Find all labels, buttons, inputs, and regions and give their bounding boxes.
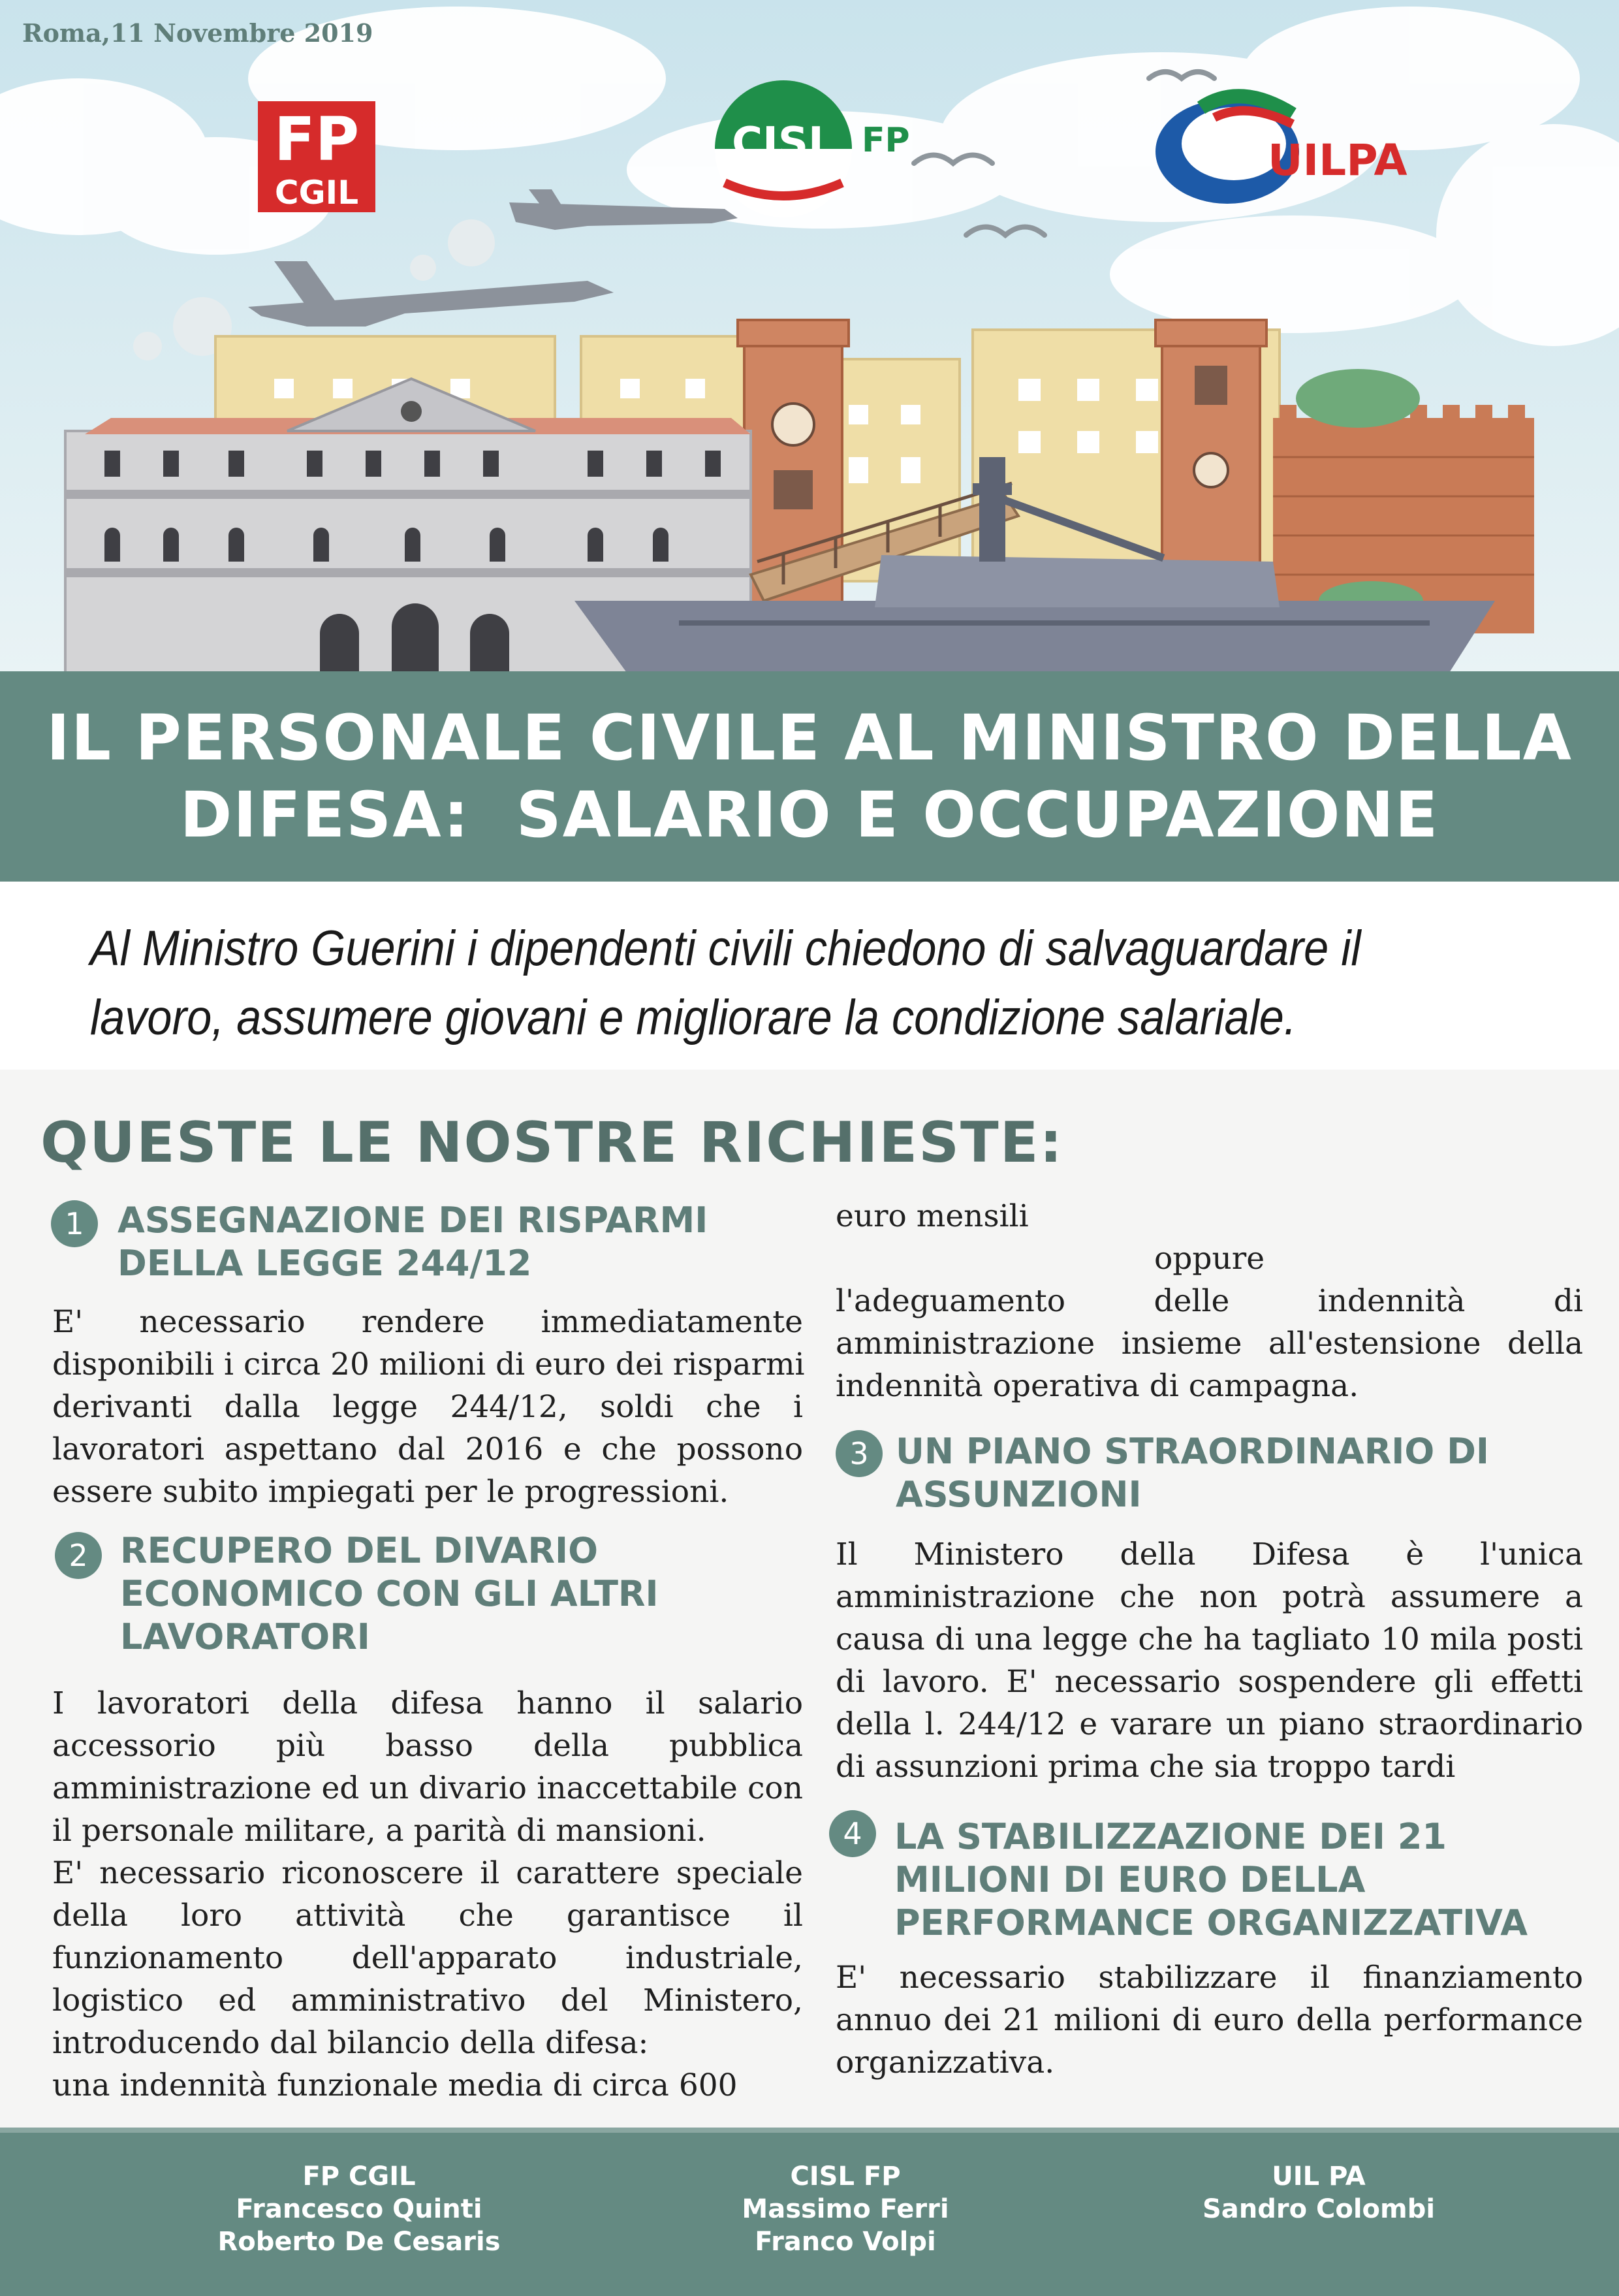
item-heading-line: DELLA LEGGE 244/12: [118, 1243, 532, 1284]
subtitle-section: [0, 882, 1619, 1070]
signature-name: Franco Volpi: [755, 2227, 936, 2257]
signature-cisl-fp: [617, 2160, 1074, 2258]
signature-fp-cgil: [131, 2160, 588, 2258]
body-line: una indennità funzionale media di circa 600: [52, 2067, 738, 2103]
body-line: funzionamento dell'apparato industriale,: [52, 1940, 803, 1976]
signature-name: Roberto De Cesaris: [217, 2227, 501, 2257]
body-line: causa di una legge che ha tagliato 10 mila posti: [836, 1621, 1583, 1657]
signature-name: Francesco Quinti: [236, 2194, 482, 2224]
item-heading-line: ECONOMICO CON GLI ALTRI: [120, 1573, 659, 1614]
body-line: lavoratori aspettano dal 2016 e che possono: [52, 1431, 803, 1467]
signature-name: Massimo Ferri: [742, 2194, 949, 2224]
body-line: della l. 244/12 e varare un piano straordinario: [836, 1706, 1583, 1742]
body-line: logistico ed amministrativo del Ministero,: [52, 1983, 803, 2018]
body-line: annuo dei 21 milioni di euro della performance: [836, 2002, 1583, 2038]
svg-text:CGIL: CGIL: [274, 174, 359, 212]
document-date: Roma,11 Novembre 2019: [22, 18, 373, 48]
body-line: indennità operativa di campagna.: [836, 1368, 1359, 1404]
body-line: euro mensili: [836, 1198, 1029, 1234]
body-line: della loro attività che garantisce il: [52, 1898, 803, 1934]
item-body: [836, 1533, 1583, 1788]
title-banner: [0, 671, 1619, 882]
subtitle: [90, 914, 1418, 1053]
item-heading-line: ASSEGNAZIONE DEI RISPARMI: [118, 1200, 708, 1241]
subtitle-line: lavoro, assumere giovani e migliorare la condizione salariale.: [90, 990, 1297, 1045]
item-number-badge: 3: [836, 1430, 883, 1477]
body-line: accessorio più basso della pubblica: [52, 1728, 803, 1764]
body-line: di lavoro. E' necessario sospendere gli effetti: [836, 1664, 1583, 1700]
body-line: il personale militare, a parità di mansioni.: [52, 1813, 706, 1849]
item-body-continued: [836, 1195, 1583, 1407]
body-line: I lavoratori della difesa hanno il salario: [52, 1685, 803, 1721]
body-line: E' necessario stabilizzare il finanziamento: [836, 1960, 1583, 1996]
signature-org: UIL PA: [1272, 2161, 1366, 2192]
item-heading-line: LAVORATORI: [120, 1616, 370, 1657]
title-line-1: IL PERSONALE CIVILE AL MINISTRO DELLA: [46, 701, 1573, 774]
body-line: organizzativa.: [836, 2045, 1055, 2081]
item-heading: [120, 1529, 659, 1659]
item-heading: [894, 1815, 1528, 1945]
signature-org: FP CGIL: [302, 2161, 416, 2192]
item-body: [52, 1682, 803, 2107]
signature-org: CISL FP: [790, 2161, 901, 2192]
item-number-badge: 4: [829, 1810, 876, 1857]
body-line: amministrazione ed un divario inaccettabile con: [52, 1770, 803, 1806]
body-line: oppure: [1154, 1241, 1265, 1277]
body-line: amministrazione che non potrà assumere a: [836, 1579, 1583, 1615]
svg-text:CISL: CISL: [732, 119, 835, 167]
svg-text:FP: FP: [862, 121, 910, 160]
section-title: QUESTE LE NOSTRE RICHIESTE:: [40, 1110, 1063, 1175]
item-heading-line: RECUPERO DEL DIVARIO: [120, 1530, 599, 1571]
body-line: derivanti dalla legge 244/12, soldi che i: [52, 1389, 803, 1425]
item-body: [836, 1956, 1583, 2084]
item-number-badge: 1: [51, 1200, 98, 1247]
svg-text:UILPA: UILPA: [1268, 135, 1407, 185]
item-heading: [118, 1199, 708, 1285]
body-line: l'adeguamento delle indennità di: [836, 1283, 1583, 1319]
subtitle-line: Al Ministro Guerini i dipendenti civili chiedono di salvaguardare il: [90, 921, 1361, 976]
body-line: disponibili i circa 20 milioni di euro dei risparmi: [52, 1347, 805, 1382]
title-line-2: DIFESA: SALARIO E OCCUPAZIONE: [180, 778, 1439, 852]
item-number-badge: 2: [55, 1532, 102, 1579]
item-body: [52, 1301, 803, 1513]
item-heading-line: PERFORMANCE ORGANIZZATIVA: [894, 1902, 1528, 1943]
signature-name: Sandro Colombi: [1202, 2194, 1436, 2224]
body-line: introducendo dal bilancio della difesa:: [52, 2025, 649, 2061]
item-heading-line: LA STABILIZZAZIONE DEI 21: [894, 1816, 1447, 1857]
svg-text:FP: FP: [274, 104, 360, 174]
item-heading-line: ASSUNZIONI: [896, 1474, 1142, 1515]
body-line: essere subito impiegati per le progressioni.: [52, 1474, 729, 1510]
header-illustration: [0, 0, 1619, 673]
item-heading: [896, 1430, 1489, 1516]
body-line: amministrazione insieme all'estensione della: [836, 1326, 1583, 1362]
body-line: E' necessario riconoscere il carattere speciale: [52, 1855, 803, 1891]
item-heading-line: MILIONI DI EURO DELLA: [894, 1859, 1366, 1900]
body-line: E' necessario rendere immediatamente: [52, 1304, 803, 1340]
body-line: Il Ministero della Difesa è l'unica: [836, 1537, 1583, 1572]
fp-cgil-logo: [258, 101, 375, 212]
item-heading-line: UN PIANO STRAORDINARIO DI: [896, 1431, 1489, 1472]
body-line: di assunzioni prima che sia troppo tardi: [836, 1749, 1456, 1785]
footer-signatures: [0, 2128, 1619, 2296]
signature-uil-pa: [1090, 2160, 1547, 2225]
